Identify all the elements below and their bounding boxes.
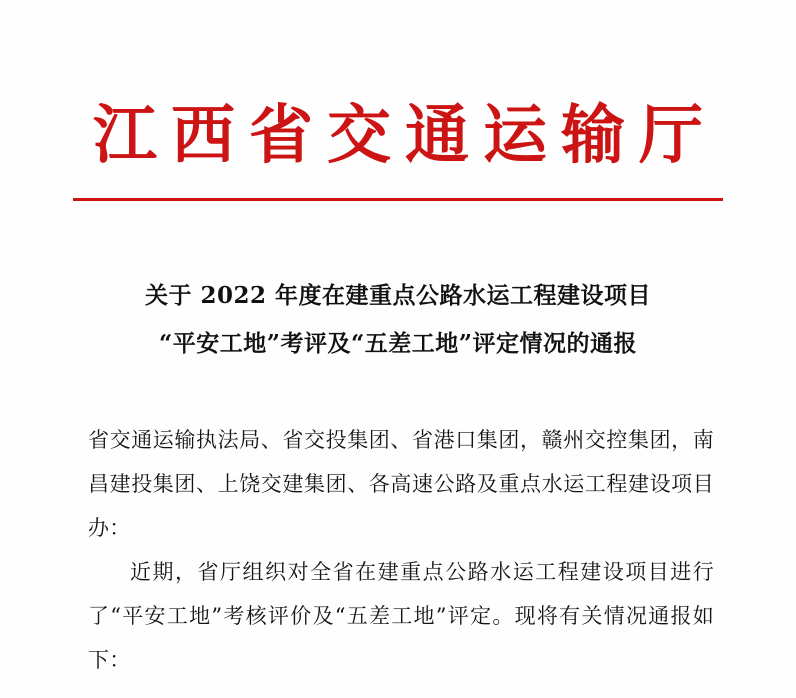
masthead (0, 98, 796, 201)
document-body (88, 418, 714, 682)
document-title-line-2: “平安工地”考评及“五差工地”评定情况的通报 (159, 330, 637, 357)
document-title (88, 272, 708, 368)
issuing-organization: 江西省交通运输厅 (93, 98, 717, 173)
body-paragraph-1: 近期，省厅组织对全省在建重点公路水运工程建设项目进行了“平安工地”考核评价及“五差工地”评定。现将有关情况通报如下： (88, 560, 714, 672)
addressee-paragraph: 省交通运输执法局、省交投集团、省港口集团，赣州交控集团，南昌建投集团、上饶交建集团、各高速公路及重点水运工程建设项目办： (88, 428, 714, 540)
masthead-divider (73, 198, 723, 201)
document-title-line-1: 关于 2022 年度在建重点公路水运工程建设项目 (144, 282, 652, 309)
